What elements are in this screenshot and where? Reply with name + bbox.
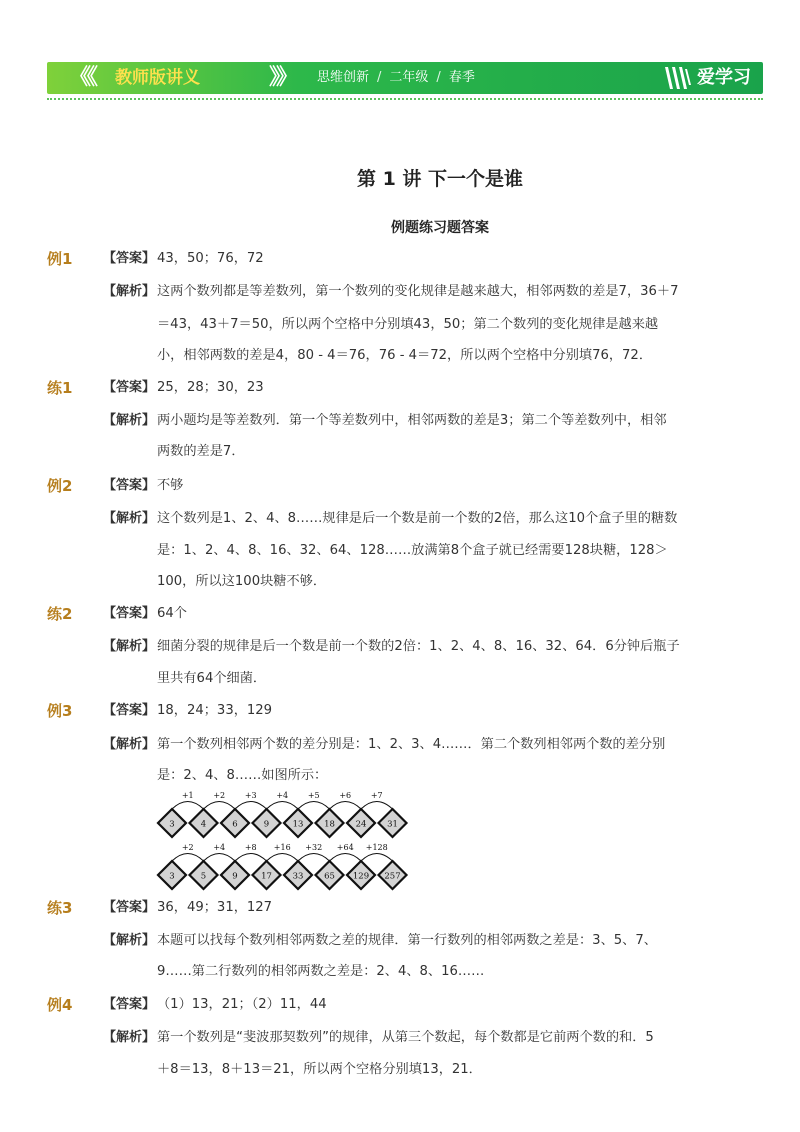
section-title: 例题练习题答案 (391, 220, 489, 236)
difference-label: +3 (244, 791, 257, 800)
analysis-line: 里共有64个细菌． (157, 671, 267, 686)
analysis-line: 第一个数列是“斐波那契数列”的规律，从第三个数起，每个数都是它前两个数的和．5 (157, 1030, 654, 1045)
analysis-tag: 【解析】 (103, 639, 156, 654)
analysis-line: 100，所以这100块糖不够． (157, 574, 327, 589)
breadcrumb-item: 春季 (448, 70, 475, 85)
difference-label: +32 (305, 843, 323, 852)
answer-text: 不够 (157, 478, 184, 493)
problem-label: 例3 (47, 702, 73, 720)
answer-text: （1）13，21；（2）11，44 (157, 997, 327, 1012)
difference-arc (235, 802, 267, 810)
difference-arc (298, 802, 330, 810)
analysis-line: 9……第二行数列的相邻两数之差是：2、4、8、16…… (157, 964, 485, 979)
difference-arc (361, 802, 393, 810)
difference-label: +1 (181, 791, 194, 800)
difference-label: +5 (307, 791, 320, 800)
sequence-difference-figure (150, 787, 420, 892)
difference-arc (330, 854, 362, 862)
analysis-line: 是：2、4、8……如图所示： (157, 768, 328, 783)
sequence-number: 33 (292, 871, 304, 882)
analysis-tag: 【解析】 (103, 1030, 156, 1045)
difference-arc (267, 854, 299, 862)
difference-arc (204, 854, 236, 862)
difference-label: +6 (339, 791, 352, 800)
answer-tag: 【答案】 (103, 380, 156, 395)
sequence-number: 257 (384, 871, 401, 882)
difference-label: +4 (276, 791, 289, 800)
analysis-line: 本题可以找每个数列相邻两数之差的规律．第一行数列的相邻两数之差是：3、5、7、 (157, 933, 657, 948)
analysis-line: 这两个数列都是等差数列，第一个数列的变化规律是越来越大，相邻两数的差是7，36＋7 (157, 284, 679, 299)
sequence-number: 9 (263, 819, 270, 830)
brand-logo-icon (663, 65, 693, 91)
analysis-line: ＋8＝13，8＋13＝21，所以两个空格分别填13，21． (157, 1062, 482, 1077)
sequence-number: 3 (169, 871, 175, 882)
sequence-number: 9 (232, 871, 238, 882)
difference-arc (235, 854, 267, 862)
difference-label: +2 (213, 791, 226, 800)
sequence-number: 13 (292, 819, 304, 830)
problem-label: 例2 (47, 477, 73, 495)
difference-label: +2 (181, 843, 194, 852)
sequence-number: 18 (324, 819, 335, 830)
breadcrumb-item: 思维创新 (317, 70, 370, 85)
sequence-number: 129 (352, 871, 370, 882)
problem-label: 例4 (47, 996, 73, 1014)
analysis-line: 小，相邻两数的差是4，80 - 4＝76，76 - 4＝72，所以两个空格中分别填76，72． (157, 348, 653, 363)
difference-arc (172, 802, 204, 810)
sequence-number: 24 (355, 819, 367, 830)
difference-arc (172, 854, 204, 862)
analysis-line: 是：1、2、4、8、16、32、64、128……放满第8个盒子就已经需要128块糖，128＞ (157, 543, 668, 558)
analysis-tag: 【解析】 (103, 284, 156, 299)
chevron-right-icon: 》》 (269, 65, 295, 90)
answer-text: 43，50；76，72 (157, 251, 264, 266)
problem-label: 练1 (47, 379, 73, 397)
difference-label: +16 (273, 843, 291, 852)
difference-label: +128 (365, 843, 388, 852)
answer-tag: 【答案】 (103, 900, 156, 915)
breadcrumb-separator: / (436, 70, 441, 85)
figure-row-2 (158, 843, 407, 889)
difference-label: +8 (244, 843, 257, 852)
brand-name: 爱学习 (697, 67, 751, 88)
answer-tag: 【答案】 (103, 478, 156, 493)
figure-row-1 (158, 791, 407, 837)
difference-arc (361, 854, 393, 862)
analysis-line: ＝43，43＋7＝50，所以两个空格中分别填43，50；第二个数列的变化规律是越来越 (157, 317, 659, 332)
answer-tag: 【答案】 (103, 997, 156, 1012)
answer-text: 25，28；30，23 (157, 380, 264, 395)
difference-arc (204, 802, 236, 810)
answer-tag: 【答案】 (103, 703, 156, 718)
difference-label: +7 (370, 791, 383, 800)
analysis-tag: 【解析】 (103, 933, 156, 948)
header-divider (47, 98, 763, 100)
header-banner (47, 62, 763, 94)
analysis-tag: 【解析】 (103, 511, 156, 526)
problem-label: 练2 (47, 605, 73, 623)
sequence-number: 65 (324, 871, 335, 882)
answer-text: 18，24；33，129 (157, 703, 273, 718)
breadcrumb (317, 70, 475, 86)
sequence-number: 17 (261, 871, 272, 882)
sequence-number: 5 (200, 871, 207, 882)
analysis-line: 两数的差是7． (157, 444, 245, 459)
answer-text: 36，49；31，127 (157, 900, 273, 915)
difference-label: +64 (336, 843, 354, 852)
sequence-number: 3 (169, 819, 175, 830)
problem-label: 练3 (47, 899, 73, 917)
handout-badge: 教师版讲义 (115, 68, 200, 88)
analysis-line: 细菌分裂的规律是后一个数是前一个数的2倍：1、2、4、8、16、32、64．6分钟后瓶子 (157, 639, 680, 654)
chevron-left-icon: 《《 (69, 65, 95, 90)
difference-arc (330, 802, 362, 810)
sequence-number: 6 (232, 819, 238, 830)
analysis-line: 两小题均是等差数列．第一个等差数列中，相邻两数的差是3；第二个等差数列中，相邻 (157, 413, 667, 428)
answer-tag: 【答案】 (103, 251, 156, 266)
answer-tag: 【答案】 (103, 606, 156, 621)
analysis-tag: 【解析】 (103, 413, 156, 428)
sequence-number: 4 (200, 819, 207, 830)
analysis-line: 第一个数列相邻两个数的差分别是：1、2、3、4……．第二个数列相邻两个数的差分别 (157, 737, 666, 752)
breadcrumb-item: 二年级 (389, 70, 429, 85)
answer-text: 64个 (157, 606, 187, 621)
difference-label: +4 (213, 843, 226, 852)
analysis-tag: 【解析】 (103, 737, 156, 752)
problem-label: 例1 (47, 250, 73, 268)
analysis-line: 这个数列是1、2、4、8……规律是后一个数是前一个数的2倍，那么这10个盒子里的糖数 (157, 511, 678, 526)
sequence-number: 31 (387, 819, 398, 830)
breadcrumb-separator: / (377, 70, 382, 85)
lecture-title: 第 1 讲 下一个是谁 (356, 168, 524, 190)
difference-arc (267, 802, 299, 810)
difference-arc (298, 854, 330, 862)
